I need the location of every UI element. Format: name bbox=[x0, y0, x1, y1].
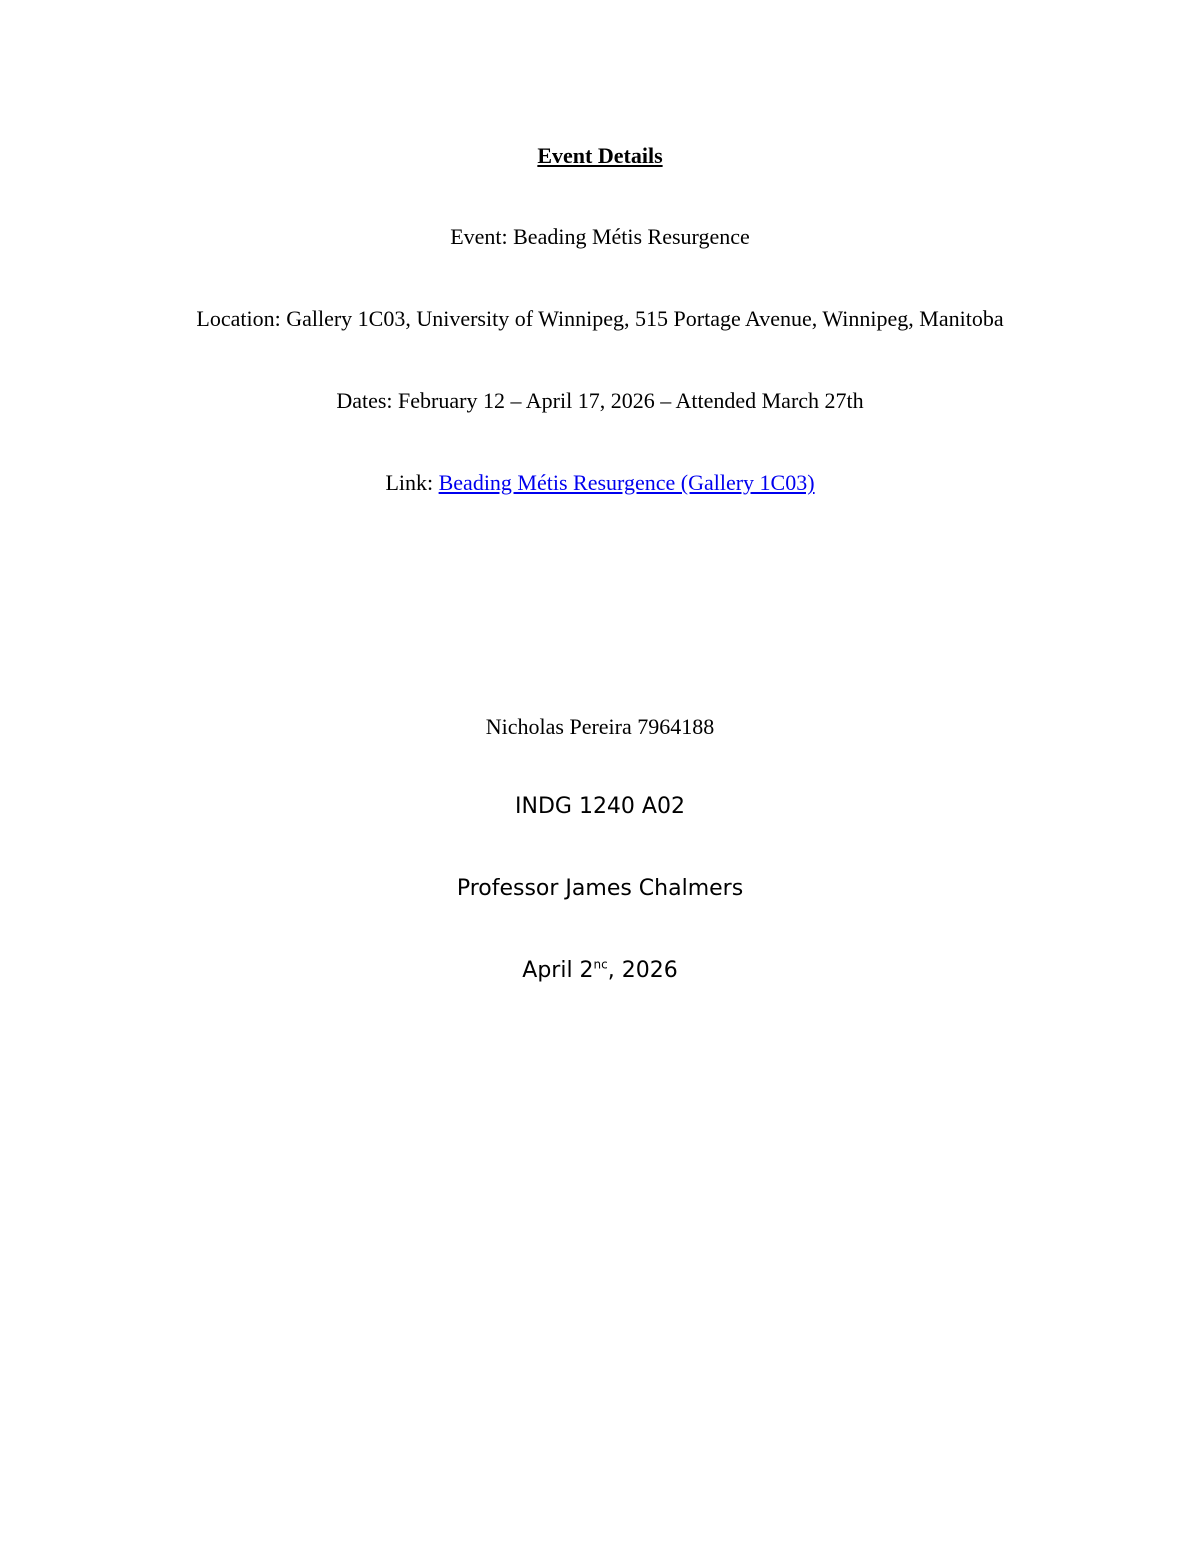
document-heading: Event Details bbox=[537, 143, 663, 168]
course-line: INDG 1240 A02 bbox=[515, 794, 685, 819]
submission-date-line bbox=[0, 958, 1200, 983]
event-line: Event: Beading Métis Resurgence bbox=[450, 224, 750, 249]
date-superscript: nc bbox=[593, 957, 608, 972]
location-line: Location: Gallery 1C03, University of Winnipeg, 515 Portage Avenue, Winnipeg, Manitoba bbox=[196, 306, 1004, 331]
date-main: April 2 bbox=[522, 958, 594, 983]
dates-line: Dates: February 12 – April 17, 2026 – Attended March 27th bbox=[336, 388, 864, 413]
link-prefix: Link: bbox=[385, 470, 439, 495]
date-rest: , 2026 bbox=[607, 958, 678, 983]
student-line: Nicholas Pereira 7964188 bbox=[485, 714, 715, 739]
professor-line: Professor James Chalmers bbox=[456, 876, 744, 901]
event-link[interactable]: Beading Métis Resurgence (Gallery 1C03) bbox=[438, 470, 815, 495]
link-line bbox=[0, 470, 1200, 496]
